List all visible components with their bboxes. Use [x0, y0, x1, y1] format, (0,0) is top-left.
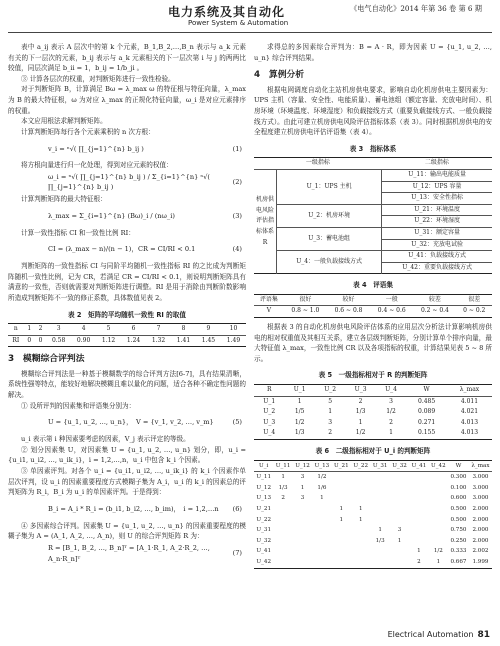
- header-cell: U_42: [431, 462, 446, 469]
- table-cell: [370, 504, 389, 515]
- table-cell: [273, 546, 292, 557]
- page-number: 81: [477, 630, 490, 640]
- header-cell: U_31: [372, 462, 388, 469]
- header-cell: W: [455, 462, 462, 469]
- table-cell: [429, 525, 448, 536]
- header-cell: U_i: [259, 462, 269, 469]
- table-cell: [390, 483, 409, 494]
- table-cell: [409, 504, 428, 515]
- table-cell: 1/3: [375, 537, 385, 544]
- table-row: [254, 396, 492, 407]
- header-cell: U_4: [385, 386, 397, 394]
- first-level-matrix-table: [254, 384, 492, 440]
- paragraph: ④ 多因素综合评判。因素集 U = {u_1, u_2, …, u_n} 的因素重要程度的模糊子集为 A = (A_1, A_2, …, A_n)，则 U 的综合评判矩阵 R 为：: [8, 521, 246, 541]
- table-cell: 1: [436, 558, 441, 565]
- left-column: [8, 42, 246, 565]
- table-row: [254, 483, 492, 494]
- paragraph: 计算判断矩阵每行各个元素乘积的 n 次方根：: [21, 127, 155, 136]
- table-cell: [429, 536, 448, 547]
- paragraph: 根据电网调度自动化主站机房供电要求，影响自动化机房供电主要因素为：UPS 主机（容量、安全性、电能质量）、蓄电池组（额定容量、充放电时间）、机房环境（环境温度、环境湿度）和负载接线方式（重要负载接线方式、一般负载接线方式）。由此可建立机房供电风险评估指标体系（表 3）。同时根据机房供电的安全程度建立机房供电评估评语集（表 4）。: [254, 85, 492, 137]
- header-cell: U_13: [314, 462, 330, 469]
- table-cell: 4.021: [460, 408, 479, 416]
- equation-5: U = {u_1, u_2, …, u_n}， V = {v_1, v_2, …, v_m} (5): [48, 418, 242, 427]
- table-cell: [409, 472, 428, 483]
- table-cell: [351, 536, 370, 547]
- comment-set-table: 评语集 很好 较好 一般 较差 很差 V 0.8 ~ 1.0 0.6 ~ 0.8 0.4 ~ 0.6 0.2 ~ 0.4 0 ~ 0.2: [254, 294, 492, 318]
- table-cell: [351, 546, 370, 557]
- table-cell: [370, 493, 389, 504]
- table-caption: 表 3 指标体系: [349, 144, 397, 153]
- table-cell: 0.500: [450, 516, 467, 523]
- equation-4: CI = (λ_max − n)/(n − 1)，CR = CI/RI < 0.1 (4): [48, 245, 242, 254]
- header-cell: U_22: [353, 462, 369, 469]
- table-row: [254, 525, 492, 536]
- table-cell: 1/3: [294, 429, 305, 437]
- table-cell: 3.000: [472, 474, 489, 481]
- paragraph: 将方根向量进行归一化处理，得到对应元素的权值：: [21, 161, 173, 170]
- table-cell: RI: [12, 336, 20, 344]
- table-cell: [409, 536, 428, 547]
- table-caption: 表 6 二级指标相对于 U_i 的判断矩阵: [315, 447, 431, 455]
- table-cell: [312, 557, 331, 568]
- table-cell: U_1: [263, 397, 276, 405]
- table-cell: [409, 483, 428, 494]
- table-caption: 表 4 评语集: [353, 281, 393, 290]
- table-cell: 1/5: [294, 408, 305, 416]
- table-cell: 1: [320, 495, 324, 502]
- table-cell: 2.002: [472, 548, 489, 555]
- header-cell: U_3: [354, 386, 367, 394]
- second-level-matrix-table: [254, 460, 492, 569]
- ri-table: n 1 2 3 4 5 6 7 8 9 10 RI 0 0 0.58 0.90 1.12 1.24 1.32 1.41 1.45 1.49: [8, 323, 246, 347]
- table-cell: 2: [281, 495, 285, 502]
- table-cell: U_11: [256, 474, 272, 481]
- table-cell: 1/2: [294, 418, 305, 426]
- table-cell: 1: [397, 537, 402, 544]
- table-row: [254, 418, 492, 429]
- table-cell: [370, 472, 389, 483]
- table-cell: [332, 472, 351, 483]
- table-cell: [332, 483, 351, 494]
- table-cell: [370, 515, 389, 526]
- table-cell: [293, 515, 312, 526]
- header-cell: U_32: [392, 462, 407, 469]
- table-cell: [293, 546, 312, 557]
- table-cell: 0.500: [450, 505, 467, 512]
- table-cell: [293, 557, 312, 568]
- table-row: [254, 504, 492, 515]
- table-cell: [390, 472, 409, 483]
- table-cell: 2.000: [472, 516, 489, 523]
- index-system-table: 一级指标 二级指标 机房供电风险评估指标体系 R U_1：UPS 主机 U_11：输出电能质量 U_12：UPS 容量 U_13：安全性指标 U_2：机房环境 U_21：环境温度 U_22：环境湿度 U_3：蓄电池组 U_31：额定容量 U_32：充放电试验 U_4：一般负载接线方式 U_41：负载接线方式 U_42：重要负载接线方式: [254, 157, 492, 274]
- table-row: [254, 493, 492, 504]
- section-heading: 4 算例分析: [254, 70, 305, 81]
- equation-1: v_i = ⁿ√( ∏_{j=1}^{n} b_ij ) (1): [48, 144, 242, 153]
- paragraph: ③ 单因素评判。对各个 u_i = {u_i1, u_i2, …, u_ik_i} 的 k_i 个因素作单层次评判，设 u_i 的因素重要程度方式模糊子集为 A_i，u_i 的 k_i 的因素总的评判矩阵为 R_i，B_i 为 u_i 的单因素评判。于是得到：: [8, 467, 246, 497]
- table-cell: [390, 504, 409, 515]
- page-footer: [388, 630, 490, 640]
- table-cell: 1: [358, 516, 363, 523]
- table-cell: [390, 557, 409, 568]
- table-cell: [429, 472, 448, 483]
- table-cell: U_41: [256, 548, 272, 555]
- table-cell: [351, 472, 370, 483]
- table-cell: 1: [328, 408, 333, 416]
- table-cell: 2.000: [472, 527, 489, 534]
- table-cell: [312, 525, 331, 536]
- table-cell: 0.100: [450, 484, 467, 491]
- table-cell: 1: [389, 429, 393, 437]
- table-cell: [293, 504, 312, 515]
- table-cell: 0.155: [418, 429, 436, 437]
- table-cell: [332, 546, 351, 557]
- table-cell: [409, 493, 428, 504]
- table-row: [254, 472, 492, 483]
- table-cell: [409, 515, 428, 526]
- header-cell: U_1: [293, 386, 306, 394]
- table-cell: 1: [297, 397, 302, 405]
- paragraph: 模糊综合评判法是一种基于模糊数学的综合评判方法[6-7]，具有结果清晰，系统性强等特点，能较好地解决模糊且难以量化的问题，适合各种不确定性问题的解决。: [8, 369, 246, 400]
- table-cell: [351, 557, 370, 568]
- table-cell: [429, 515, 448, 526]
- table-cell: 0.300: [450, 474, 467, 481]
- table-cell: [351, 483, 370, 494]
- table-cell: 0.485: [418, 397, 436, 405]
- table-cell: U_32: [256, 537, 272, 544]
- header-cell: λ_max: [459, 386, 480, 394]
- table-cell: 3.000: [472, 484, 489, 491]
- equation-7: R = [B_1, B_2, …, B_n]ᵀ = [A_1·R_1, A_2·R_2, …, A_n·R_n]ᵀ (7): [48, 543, 242, 563]
- table-caption: 表 5 一级指标相对于 R 的判断矩阵: [318, 371, 428, 380]
- table-cell: 2: [328, 429, 333, 437]
- table-cell: 1: [358, 418, 363, 426]
- table-cell: 1/6: [317, 484, 327, 491]
- table-cell: [293, 536, 312, 547]
- table-cell: [312, 515, 331, 526]
- table-cell: 3: [397, 527, 402, 534]
- table-cell: 1/2: [386, 408, 396, 416]
- table-cell: 4.013: [460, 418, 479, 426]
- paragraph: 表中 a_ij 表示 A 层次中的第 k 个元素，B_1,B_2,…,B_n 表示与 a_k 元素有关的下一层次的元素，b_ij 表示与 a_k 元素相关的下一层次第 i 与 j 的两两比较值，同层次满足 b_ii = 1，b_ij = 1/b_ji 。: [8, 43, 246, 73]
- paragraph: 计算一致性指标 CI 和一致性比例 RI：: [21, 228, 135, 237]
- table-cell: 1: [300, 484, 305, 491]
- table-cell: [293, 525, 312, 536]
- paragraph: 根据表 3 的自动化机房供电风险评估体系的应用层次分析法计算影响机房供电的相对权重值及其相互关系，建立各层级判断矩阵，分别计算单个排序向量，最大特征值 λ_max，一致性比例 CR 以及各项指标的权重，计算结果见表 5 ~ 8 所示。: [254, 323, 493, 363]
- paragraph: u_i 表示第 i 种因素要考虑的因素，V_j 表示评定的等级。: [21, 435, 190, 444]
- table-cell: [429, 483, 448, 494]
- table-cell: U_31: [256, 527, 272, 534]
- table-cell: 1: [358, 505, 363, 512]
- header-cell: U_41: [411, 462, 427, 469]
- table-cell: 0.750: [450, 527, 467, 534]
- table-caption: 表 2 矩阵的平均随机一致性 RI 的取值: [68, 310, 186, 319]
- table-cell: [273, 515, 292, 526]
- table-cell: n: [13, 325, 18, 333]
- table-row: [254, 546, 492, 557]
- section-subtitle: Power System & Automation: [188, 19, 289, 27]
- paragraph: 求得总的多因素综合评判为：B = A · R，即为因素 U = {u_1, u_2, …, u_n} 综合评判结果。: [254, 43, 492, 62]
- table-cell: 0.250: [450, 537, 467, 544]
- table-cell: [429, 504, 448, 515]
- table-cell: U_4: [263, 429, 276, 437]
- table-row: [254, 515, 492, 526]
- table-cell: 5: [328, 397, 333, 405]
- table-row: [254, 428, 492, 439]
- header-cell: U_2: [324, 386, 337, 394]
- table-cell: 3: [328, 418, 333, 426]
- table-cell: [312, 536, 331, 547]
- table-cell: [312, 546, 331, 557]
- table-cell: 0.600: [450, 495, 467, 502]
- header-cell: λ_max: [471, 462, 490, 469]
- table-cell: 0.333: [450, 548, 467, 555]
- right-column: [254, 42, 492, 569]
- table-cell: 0.271: [418, 418, 436, 426]
- table-cell: U_12: [256, 484, 272, 491]
- table-cell: U_42: [256, 558, 272, 565]
- table-cell: [273, 525, 292, 536]
- table-cell: 1: [339, 516, 344, 523]
- table-cell: 1: [281, 474, 285, 481]
- table-cell: [409, 525, 428, 536]
- table-cell: [370, 546, 389, 557]
- table-cell: 3: [300, 495, 305, 502]
- table-cell: 4.011: [460, 397, 479, 405]
- paragraph: ③ 计算各层次的权重，对判断矩阵进行一致性检验。: [21, 74, 175, 83]
- table-cell: 0.089: [418, 408, 436, 416]
- header-cell: U_11: [275, 462, 291, 469]
- equation-3: λ_max = Σ_{i=1}^{n} (Bω)_i / (nω_i) (3): [48, 211, 242, 220]
- paragraph: 计算判断矩阵的最大特征根：: [21, 194, 107, 203]
- table-cell: 2: [417, 558, 421, 565]
- table-cell: [332, 536, 351, 547]
- table-cell: 2.000: [472, 505, 489, 512]
- table-cell: 1/3: [278, 484, 288, 491]
- table-cell: 1: [339, 505, 344, 512]
- table-cell: 2: [389, 418, 393, 426]
- table-cell: U_3: [263, 418, 276, 426]
- table-row: [254, 536, 492, 547]
- table-cell: [273, 536, 292, 547]
- table-row: [254, 407, 492, 418]
- table-cell: [370, 557, 389, 568]
- footer-journal: Electrical Automation: [387, 630, 474, 639]
- section-heading: 3 模糊综合评判法: [8, 354, 85, 365]
- table-cell: [332, 525, 351, 536]
- table-cell: [370, 483, 389, 494]
- root-index: 机房供电风险评估指标体系 R: [256, 196, 275, 246]
- section-title: 电力系统及其自动化: [168, 5, 286, 19]
- header-cell: R: [266, 386, 272, 394]
- header-cell: U_12: [295, 462, 310, 469]
- paragraph: 本文应用根法求解判断矩阵。: [21, 117, 107, 126]
- table-cell: 3: [300, 474, 305, 481]
- table-cell: U_13: [256, 495, 272, 502]
- table-cell: [332, 557, 351, 568]
- table-cell: [390, 493, 409, 504]
- table-cell: U_21: [256, 505, 272, 512]
- header-cell: W: [423, 386, 430, 394]
- table-cell: [390, 515, 409, 526]
- table-cell: [273, 504, 292, 515]
- table-cell: U_22: [256, 516, 272, 523]
- table-cell: U_2: [263, 408, 276, 416]
- paragraph: ② 划分因素集 U，对因素集 U = {u_1, u_2, …, u_n} 划分，即，u_i = {u_i1, u_i2, …, u_ik_i}，i = 1,2,…,n，u_i 中包含 k_i 个因素。: [8, 445, 246, 465]
- paragraph: ① 设所评判的因素集和评语集分别为：: [21, 401, 136, 410]
- table-cell: [390, 546, 409, 557]
- table-cell: [351, 525, 370, 536]
- header-rule: [8, 32, 492, 33]
- table-cell: 4.013: [460, 429, 479, 437]
- table-cell: 1/2: [355, 429, 366, 437]
- journal-info: 《电气自动化》2014 年第 36 卷 第 6 期: [350, 4, 482, 13]
- table-cell: 0.667: [450, 558, 467, 565]
- table-cell: 2.000: [472, 537, 489, 544]
- table-cell: 1.999: [472, 558, 489, 565]
- table-cell: 3: [389, 397, 393, 405]
- table-cell: [332, 493, 351, 504]
- table-cell: 3.000: [472, 495, 489, 502]
- table-cell: 1/3: [355, 408, 366, 416]
- table-cell: [273, 557, 292, 568]
- table-cell: [351, 493, 370, 504]
- page-header: [0, 0, 500, 36]
- table-cell: [429, 493, 448, 504]
- table-cell: [312, 504, 331, 515]
- table-cell: 1: [417, 548, 421, 555]
- table-cell: 1/2: [433, 548, 443, 555]
- header-cell: U_21: [334, 462, 349, 469]
- paragraph: 判断矩阵的一致性指标 CI 与同阶平均随机一致性指标 RI 的之比成为判断矩阵随机一致性比例，记为 CR，若满足 CR = CI/RI < 0.1，则说明判断矩阵具有满意的一致性，否则就需要对判断矩阵进行调整。RI 是用于消除由判断阶数影响所造成判断矩阵不一致的修正系数，具体数值见表 2。: [8, 262, 246, 302]
- table-row: [254, 557, 492, 568]
- table-cell: 1: [378, 527, 382, 534]
- equation-2: ω_i = ⁿ√( ∏_{j=1}^{n} b_ij ) / Σ_{i=1}^{n} ⁿ√( ∏_{j=1}^{n} b_ij ) (2): [48, 172, 242, 192]
- table-cell: 1/2: [317, 474, 327, 481]
- paragraph: 对于判断矩阵 B，计算满足 Bω = λ_max ω 的特征根与特征向量，λ_max 为 B 的最大特征根，ω 为对应 λ_max 的正规化特征向量，ω_i 是对应元素排序的权重。: [8, 85, 246, 115]
- table-cell: 2: [358, 397, 363, 405]
- equation-6: B_i = A_i * R_i = (b_i1, b_i2, …, b_im)， i = 1,2,…n (6): [48, 505, 242, 514]
